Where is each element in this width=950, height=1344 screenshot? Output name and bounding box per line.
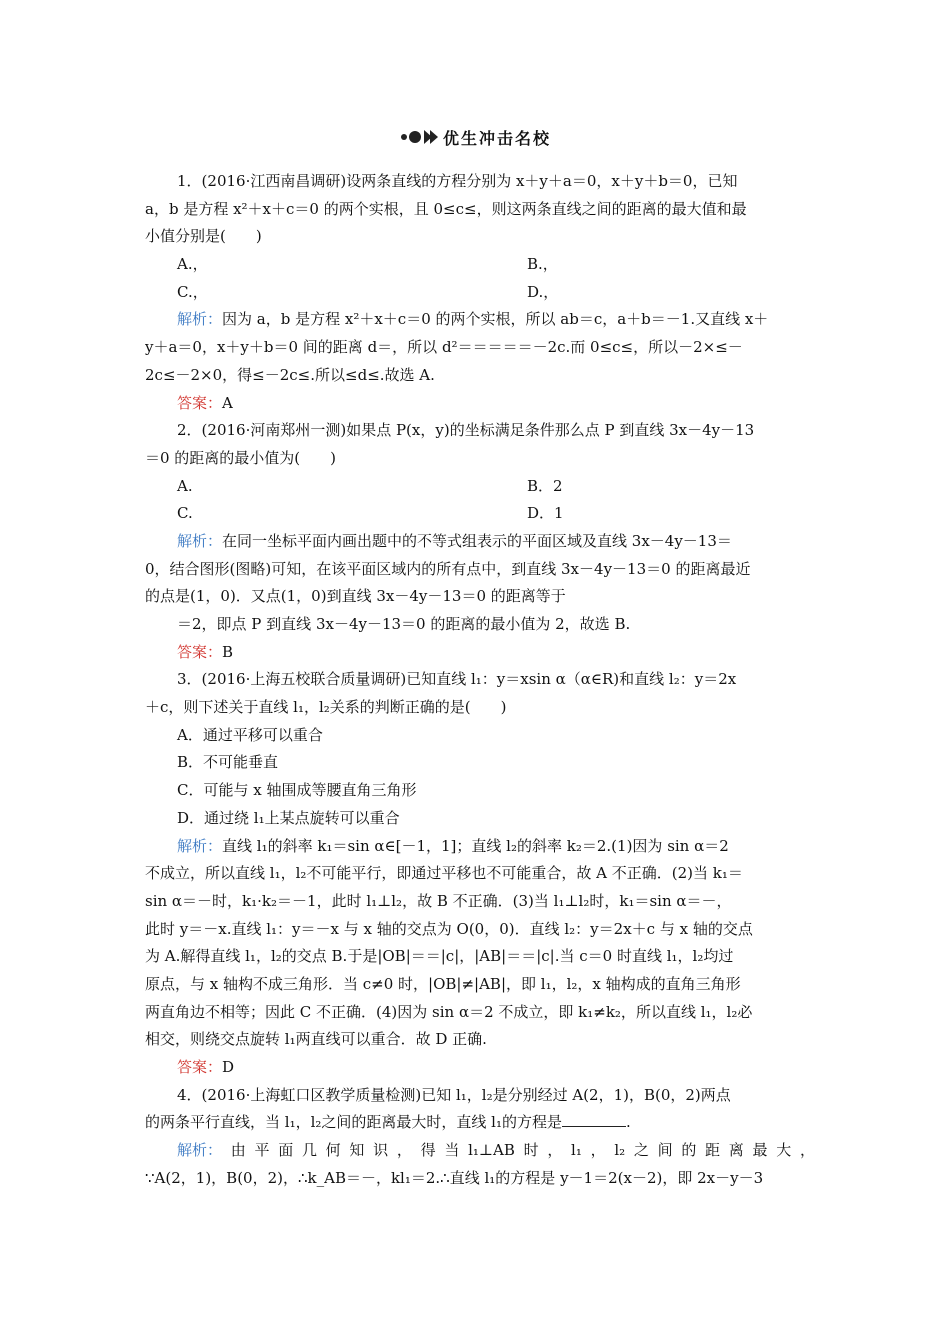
analysis-token: 何 [325,1141,341,1160]
analysis-line [145,528,815,556]
analysis-text: 因为 a，b 是方程 x²＋x＋c＝0 的两个实根，所以 ab＝c，a＋b＝－1.又直线 x＋ [222,310,769,329]
options-row [145,279,815,307]
question-text-line: 2．(2016·河南郑州一测)如果点 P(x，y)的坐标满足条件那么点 P 到直线 3x－4y－13 [177,421,755,440]
analysis-line: 两直角边不相等；因此 C 不正确．(4)因为 sin α＝2 不成立，即 k₁≠k₂，所以直线 l₁，l₂必 [145,1002,753,1021]
analysis-line: 此时 y＝－x.直线 l₁：y＝－x 与 x 轴的交点为 O(0，0)．直线 l₂：y＝2x＋c 与 x 轴的交点 [145,919,753,938]
answer-label: 答案： [177,642,223,661]
analysis-token: l₁⊥AB [468,1141,515,1160]
answer-label: 答案： [177,1058,223,1076]
option-d: D．1 [527,504,564,523]
analysis-label: 解析： [177,310,223,329]
section-header [0,124,950,150]
analysis-token: ， [590,1141,606,1160]
question-text-line: 小值分别是( ) [145,227,262,246]
analysis-line: 0，结合图形(图略)可知，在该平面区域内的所有点中，到直线 3x－4y－13＝0 的距离最近 [145,559,751,578]
option-c: C．可能与 x 轴围成等腰直角三角形 [177,781,417,800]
analysis-line: 相交，则绕交点旋转 l₁两直线可以重合．故 D 正确. [145,1030,487,1049]
analysis-token: 的 [681,1141,697,1160]
analysis-token: 面 [278,1141,294,1160]
blank-end: . [625,1113,631,1132]
option-c: C. [177,504,193,523]
option-c: C.， [177,282,208,301]
option-d: D．通过绕 l₁上某点旋转可以重合 [177,808,400,827]
option-b: B．不可能垂直 [177,753,279,772]
options-row [145,473,815,501]
options-row [145,500,815,528]
analysis-token: 之 [633,1141,649,1160]
question-text-line: 4．(2016·上海虹口区教学质量检测)已知 l₁，l₂是分别经过 A(2，1)，B(0，2)两点 [177,1085,731,1104]
analysis-line: 为 A.解得直线 l₁，l₂的交点 B.于是|OB|＝＝|c|，|AB|＝＝|c|.当 c＝0 时直线 l₁，l₂均过 [145,947,734,966]
answer-blank [562,1110,626,1127]
analysis-token: ， [799,1141,815,1160]
analysis-token: 时 [523,1141,539,1160]
analysis-token: 知 [349,1141,365,1160]
answer-value: A [222,393,233,412]
analysis-line [145,833,815,861]
content [145,168,815,1192]
answer-line [145,1054,815,1082]
analysis-line: y＋a＝0，x＋y＋b＝0 间的距离 d＝，所以 d²＝＝＝＝＝－2c.而 0≤c≤，所以－2×≤－ [145,338,743,357]
answer-value: D [222,1058,235,1076]
option-a: A.， [177,255,208,274]
question-text-line: 3．(2016·上海五校联合质量调研)已知直线 l₁：y＝xsin α（α∈R)和直线 l₂：y＝2x [177,670,737,689]
option-b: B．2 [527,476,563,495]
analysis-line [145,306,815,334]
question-4 [145,1082,815,1193]
analysis-token: 最 [752,1141,768,1160]
analysis-token: 间 [657,1141,673,1160]
analysis-label: 解析： [177,531,223,550]
question-2 [145,417,815,666]
analysis-token: 平 [254,1141,270,1160]
option-d: D.， [527,282,559,301]
section-title: 优生冲击名校 [442,128,551,148]
analysis-token: 大 [776,1141,792,1160]
question-text-line: ＝0 的距离的最小值为( ) [145,448,337,467]
analysis-line: 2c≤－2×0，得≤－2c≤.所以≤d≤.故选 A. [145,365,435,384]
question-1 [145,168,815,417]
bullet-arrow-icon [399,128,439,146]
analysis-token: 距 [705,1141,721,1160]
analysis-label: 解析： [177,836,223,855]
analysis-token: ， [396,1141,412,1160]
question-text: 的两条平行直线，当 l₁，l₂之间的距离最大时，直线 l₁的方程是 [145,1113,562,1132]
analysis-token: 几 [301,1141,317,1160]
question-text-line: ＋c，则下述关于直线 l₁，l₂关系的判断正确的是( ) [145,698,507,717]
analysis-text: 在同一坐标平面内画出题中的不等式组表示的平面区域及直线 3x－4y－13＝ [222,531,732,550]
option-b: B.， [527,255,558,274]
answer-value: B [222,642,234,661]
analysis-line: ∵A(2，1)，B(0，2)，∴k_AB＝－，kl₁＝2.∴直线 l₁的方程是 y－1＝2(x－2)，即 2x－y－3 [145,1168,764,1187]
analysis-line: ＝2，即点 P 到直线 3x－4y－13＝0 的距离的最小值为 2，故选 B. [177,615,631,633]
question-text-line: a，b 是方程 x²＋x＋c＝0 的两个实根，且 0≤c≤，则这两条直线之间的距离的最大值和最 [145,199,747,218]
analysis-line: sin α＝－时，k₁·k₂＝－1，此时 l₁⊥l₂，故 B 不正确．(3)当 l₁⊥l₂时，k₁＝sin α＝－， [145,891,732,910]
analysis-token: 离 [728,1141,744,1160]
analysis-token: ， [547,1141,563,1160]
analysis-line: 原点，与 x 轴构不成三角形．当 c≠0 时，|OB|≠|AB|，即 l₁，l₂，x 轴构成的直角三角形 [145,974,741,993]
question-text-line [145,1109,815,1137]
option-a: A. [177,476,193,495]
answer-line [145,639,815,667]
analysis-token: l₂ [614,1141,626,1160]
analysis-token: 识 [373,1141,389,1160]
answer-label: 答案： [177,393,223,412]
analysis-token: 当 [444,1141,460,1160]
analysis-label: 解析： [177,1141,223,1160]
analysis-token: 得 [420,1141,436,1160]
options-row [145,251,815,279]
analysis-line [145,1137,815,1165]
question-3 [145,666,815,1081]
question-text-line: 1．(2016·江西南昌调研)设两条直线的方程分别为 x＋y＋a＝0，x＋y＋b＝0，已知 [177,172,738,190]
analysis-line: 不成立，所以直线 l₁，l₂不可能平行，即通过平移也不可能重合，故 A 不正确．(2)当 k₁＝ [145,864,743,883]
answer-line [145,390,815,418]
analysis-line: 的点是(1，0)．又点(1，0)到直线 3x－4y－13＝0 的距离等于 [145,587,566,606]
option-a: A．通过平移可以重合 [177,725,323,744]
analysis-text: 直线 l₁的斜率 k₁＝sin α∈[－1，1]；直线 l₂的斜率 k₂＝2.(1)因为 sin α＝2 [222,836,729,855]
analysis-token: 由 [230,1141,246,1160]
analysis-token: l₁ [571,1141,582,1160]
